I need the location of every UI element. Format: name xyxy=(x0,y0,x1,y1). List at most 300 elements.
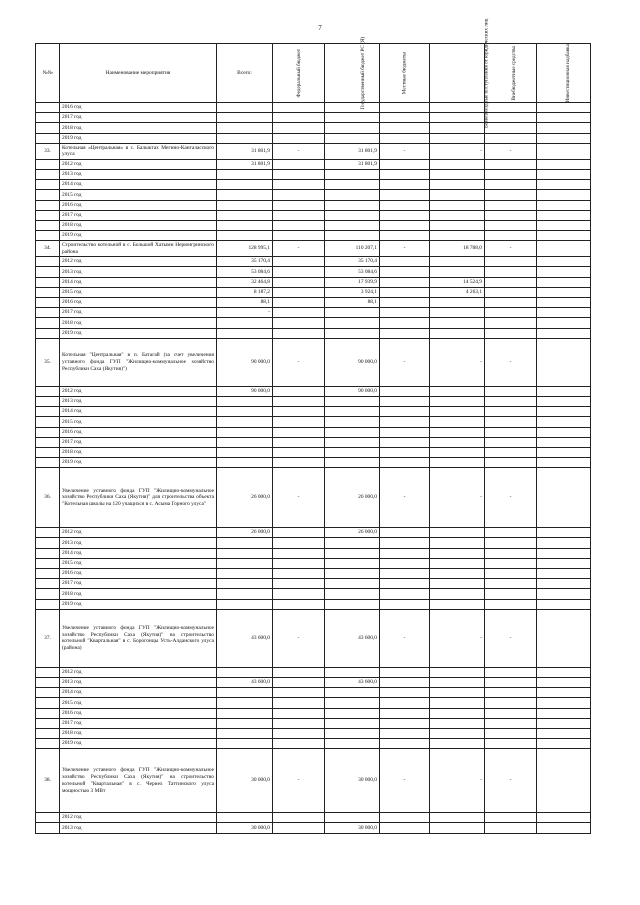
extra-value xyxy=(485,328,537,338)
state-value xyxy=(325,589,380,599)
total-value xyxy=(217,813,273,823)
legal-value xyxy=(430,169,485,179)
item-total: 26 000,0 xyxy=(217,468,273,528)
legal-value xyxy=(430,458,485,468)
invest-value xyxy=(537,437,591,447)
item-state: 31 801,9 xyxy=(325,143,380,159)
invest-value xyxy=(537,813,591,823)
table-row xyxy=(36,123,591,133)
item-row xyxy=(36,609,591,667)
total-value: 35 170,4 xyxy=(217,257,273,267)
local-value xyxy=(380,407,430,417)
invest-value xyxy=(537,277,591,287)
row-num-empty xyxy=(36,169,60,179)
year-label: 2014 год xyxy=(60,407,217,417)
page-number: 7 xyxy=(318,24,322,32)
total-value xyxy=(217,113,273,123)
extra-value xyxy=(485,169,537,179)
table-row xyxy=(36,133,591,143)
state-value: 43 600,0 xyxy=(325,677,380,687)
header-invest: Инвестиционная надбавка xyxy=(537,44,591,103)
extra-value xyxy=(485,123,537,133)
row-num-empty xyxy=(36,599,60,609)
state-value xyxy=(325,190,380,200)
item-local: - xyxy=(380,609,430,667)
row-num-empty xyxy=(36,528,60,538)
extra-value xyxy=(485,220,537,230)
local-value xyxy=(380,708,430,718)
item-federal: - xyxy=(273,749,325,813)
invest-value xyxy=(537,688,591,698)
year-label: 2016 год xyxy=(60,708,217,718)
local-value xyxy=(380,277,430,287)
local-value xyxy=(380,298,430,308)
item-number: 35. xyxy=(36,338,60,386)
item-number: 33. xyxy=(36,143,60,159)
table-row xyxy=(36,677,591,687)
invest-value xyxy=(537,667,591,677)
local-value xyxy=(380,200,430,210)
legal-value xyxy=(430,688,485,698)
year-label: 2017 год xyxy=(60,437,217,447)
row-num-empty xyxy=(36,277,60,287)
federal-value xyxy=(273,308,325,318)
item-federal: - xyxy=(273,143,325,159)
item-state: 26 000,0 xyxy=(325,468,380,528)
table-row xyxy=(36,308,591,318)
extra-value xyxy=(485,718,537,728)
local-value xyxy=(380,728,430,738)
local-value xyxy=(380,458,430,468)
local-value xyxy=(380,123,430,133)
state-value xyxy=(325,231,380,241)
item-local: - xyxy=(380,143,430,159)
local-value xyxy=(380,308,430,318)
row-num-empty xyxy=(36,813,60,823)
state-value: 53 084,6 xyxy=(325,267,380,277)
year-label: 2017 год xyxy=(60,210,217,220)
state-value xyxy=(325,396,380,406)
extra-value xyxy=(485,386,537,396)
year-label: 2018 год xyxy=(60,123,217,133)
year-label: 2012 год xyxy=(60,159,217,169)
table-row xyxy=(36,823,591,833)
invest-value xyxy=(537,210,591,220)
invest-value xyxy=(537,447,591,457)
federal-value xyxy=(273,287,325,297)
table-row xyxy=(36,396,591,406)
legal-value xyxy=(430,159,485,169)
invest-value xyxy=(537,267,591,277)
extra-value xyxy=(485,688,537,698)
table-row xyxy=(36,558,591,568)
federal-value xyxy=(273,103,325,113)
year-label: 2012 год xyxy=(60,667,217,677)
header-name: Наименование мероприятия xyxy=(60,44,217,103)
year-label: 2018 год xyxy=(60,447,217,457)
row-num-empty xyxy=(36,396,60,406)
item-invest xyxy=(537,749,591,813)
item-state: 43 600,0 xyxy=(325,609,380,667)
legal-value: 4 263,1 xyxy=(430,287,485,297)
item-number: 36. xyxy=(36,468,60,528)
table-row xyxy=(36,267,591,277)
year-label: 2017 год xyxy=(60,718,217,728)
row-num-empty xyxy=(36,318,60,328)
total-value: - xyxy=(217,308,273,318)
row-num-empty xyxy=(36,677,60,687)
extra-value xyxy=(485,308,537,318)
federal-value xyxy=(273,708,325,718)
table-row xyxy=(36,579,591,589)
total-value xyxy=(217,558,273,568)
row-num-empty xyxy=(36,200,60,210)
table-row xyxy=(36,169,591,179)
row-num-empty xyxy=(36,447,60,457)
local-value xyxy=(380,190,430,200)
table-row xyxy=(36,386,591,396)
table-row xyxy=(36,569,591,579)
item-total: 43 600,0 xyxy=(217,609,273,667)
legal-value xyxy=(430,298,485,308)
invest-value xyxy=(537,538,591,548)
table-row xyxy=(36,257,591,267)
state-value xyxy=(325,169,380,179)
federal-value xyxy=(273,210,325,220)
item-extra: - xyxy=(485,609,537,667)
legal-value xyxy=(430,113,485,123)
row-num-empty xyxy=(36,220,60,230)
total-value xyxy=(217,579,273,589)
local-value xyxy=(380,133,430,143)
federal-value xyxy=(273,113,325,123)
table-row xyxy=(36,298,591,308)
local-value xyxy=(380,220,430,230)
table-row xyxy=(36,190,591,200)
federal-value xyxy=(273,386,325,396)
federal-value xyxy=(273,200,325,210)
legal-value xyxy=(430,538,485,548)
total-value xyxy=(217,417,273,427)
federal-value xyxy=(273,123,325,133)
extra-value xyxy=(485,667,537,677)
legal-value xyxy=(430,823,485,833)
item-invest xyxy=(537,338,591,386)
invest-value xyxy=(537,579,591,589)
federal-value xyxy=(273,220,325,230)
item-federal: - xyxy=(273,609,325,667)
item-invest xyxy=(537,143,591,159)
invest-value xyxy=(537,458,591,468)
invest-value xyxy=(537,417,591,427)
header-total: Всего: xyxy=(217,44,273,103)
local-value xyxy=(380,677,430,687)
invest-value xyxy=(537,103,591,113)
table-row xyxy=(36,728,591,738)
federal-value xyxy=(273,688,325,698)
total-value xyxy=(217,396,273,406)
legal-value xyxy=(430,308,485,318)
state-value xyxy=(325,200,380,210)
year-label: 2013 год xyxy=(60,396,217,406)
federal-value xyxy=(273,437,325,447)
invest-value xyxy=(537,708,591,718)
row-num-empty xyxy=(36,287,60,297)
state-value: 30 000,0 xyxy=(325,823,380,833)
federal-value xyxy=(273,813,325,823)
legal-value xyxy=(430,718,485,728)
total-value: 8 187,2 xyxy=(217,287,273,297)
state-value xyxy=(325,328,380,338)
state-value xyxy=(325,417,380,427)
legal-value xyxy=(430,548,485,558)
item-extra: - xyxy=(485,241,537,257)
local-value xyxy=(380,579,430,589)
state-value xyxy=(325,569,380,579)
row-num-empty xyxy=(36,328,60,338)
local-value xyxy=(380,427,430,437)
total-value xyxy=(217,133,273,143)
total-value xyxy=(217,318,273,328)
table-row xyxy=(36,718,591,728)
table-row xyxy=(36,159,591,169)
total-value: 43 600,0 xyxy=(217,677,273,687)
legal-value xyxy=(430,328,485,338)
total-value: 88,1 xyxy=(217,298,273,308)
extra-value xyxy=(485,569,537,579)
legal-value xyxy=(430,190,485,200)
extra-value xyxy=(485,677,537,687)
total-value xyxy=(217,739,273,749)
item-name: Котельная "Центральная" в п. Батагай (за счет увеличения уставного фонда ГУП "Жилищно-коммунальное хозяйство Республики Саха (Якутия)") xyxy=(60,338,217,386)
table-body xyxy=(36,103,591,834)
year-label: 2014 год xyxy=(60,548,217,558)
header-num: №№ xyxy=(36,44,60,103)
extra-value xyxy=(485,287,537,297)
year-label: 2013 год xyxy=(60,677,217,687)
legal-value xyxy=(430,417,485,427)
total-value xyxy=(217,688,273,698)
local-value xyxy=(380,231,430,241)
invest-value xyxy=(537,123,591,133)
table-row xyxy=(36,688,591,698)
total-value xyxy=(217,698,273,708)
state-value: 17 939,9 xyxy=(325,277,380,287)
year-label: 2019 год xyxy=(60,328,217,338)
total-value xyxy=(217,103,273,113)
extra-value xyxy=(485,200,537,210)
federal-value xyxy=(273,257,325,267)
total-value xyxy=(217,190,273,200)
item-total: 30 000,0 xyxy=(217,749,273,813)
local-value xyxy=(380,113,430,123)
item-name: Увеличение уставного фонда ГУП "Жилищно-коммунальное хозяйство Республики Саха (Якутия)" на строительство котельной "Квартальная" в с. Борогонцы Усть-Алданского улуса (района) xyxy=(60,609,217,667)
federal-value xyxy=(273,190,325,200)
legal-value xyxy=(430,210,485,220)
year-label: 2015 год xyxy=(60,558,217,568)
row-num-empty xyxy=(36,190,60,200)
federal-value xyxy=(273,427,325,437)
state-value: 3 924,1 xyxy=(325,287,380,297)
invest-value xyxy=(537,728,591,738)
extra-value xyxy=(485,103,537,113)
total-value xyxy=(217,231,273,241)
legal-value xyxy=(430,739,485,749)
invest-value xyxy=(537,558,591,568)
row-num-empty xyxy=(36,688,60,698)
year-label: 2014 год xyxy=(60,688,217,698)
extra-value xyxy=(485,599,537,609)
table-row xyxy=(36,180,591,190)
legal-value xyxy=(430,318,485,328)
total-value xyxy=(217,718,273,728)
extra-value xyxy=(485,579,537,589)
total-value xyxy=(217,569,273,579)
year-label: 2012 год xyxy=(60,257,217,267)
item-legal: - xyxy=(430,338,485,386)
extra-value xyxy=(485,113,537,123)
invest-value xyxy=(537,328,591,338)
state-value xyxy=(325,318,380,328)
header-federal: Федеральный бюджет xyxy=(273,44,325,103)
legal-value xyxy=(430,180,485,190)
year-label: 2019 год xyxy=(60,231,217,241)
local-value xyxy=(380,548,430,558)
year-label: 2019 год xyxy=(60,599,217,609)
year-label: 2019 год xyxy=(60,739,217,749)
federal-value xyxy=(273,231,325,241)
invest-value xyxy=(537,308,591,318)
invest-value xyxy=(537,113,591,123)
extra-value xyxy=(485,538,537,548)
federal-value xyxy=(273,180,325,190)
state-value xyxy=(325,103,380,113)
extra-value xyxy=(485,267,537,277)
row-num-empty xyxy=(36,386,60,396)
extra-value xyxy=(485,298,537,308)
total-value xyxy=(217,328,273,338)
year-label: 2014 год xyxy=(60,180,217,190)
extra-value xyxy=(485,159,537,169)
year-label: 2015 год xyxy=(60,698,217,708)
invest-value xyxy=(537,318,591,328)
local-value xyxy=(380,599,430,609)
state-value xyxy=(325,538,380,548)
year-label: 2012 год xyxy=(60,528,217,538)
local-value xyxy=(380,538,430,548)
year-label: 2016 год xyxy=(60,200,217,210)
item-row xyxy=(36,749,591,813)
extra-value xyxy=(485,708,537,718)
item-number: 37. xyxy=(36,609,60,667)
row-num-empty xyxy=(36,458,60,468)
item-invest xyxy=(537,241,591,257)
item-local: - xyxy=(380,749,430,813)
row-num-empty xyxy=(36,133,60,143)
year-label: 2015 год xyxy=(60,417,217,427)
local-value xyxy=(380,739,430,749)
legal-value xyxy=(430,427,485,437)
extra-value xyxy=(485,458,537,468)
item-total: 90 000,0 xyxy=(217,338,273,386)
extra-value xyxy=(485,257,537,267)
legal-value xyxy=(430,599,485,609)
legal-value xyxy=(430,589,485,599)
total-value xyxy=(217,599,273,609)
header-local: Местные бюджеты xyxy=(380,44,430,103)
table-row xyxy=(36,277,591,287)
legal-value xyxy=(430,396,485,406)
local-value xyxy=(380,823,430,833)
table-row xyxy=(36,287,591,297)
item-invest xyxy=(537,609,591,667)
total-value xyxy=(217,200,273,210)
extra-value xyxy=(485,589,537,599)
local-value xyxy=(380,103,430,113)
invest-value xyxy=(537,220,591,230)
local-value xyxy=(380,528,430,538)
local-value xyxy=(380,159,430,169)
extra-value xyxy=(485,739,537,749)
invest-value xyxy=(537,823,591,833)
year-label: 2017 год xyxy=(60,113,217,123)
item-total: 31 801,9 xyxy=(217,143,273,159)
federal-value xyxy=(273,718,325,728)
total-value xyxy=(217,589,273,599)
state-value: 88,1 xyxy=(325,298,380,308)
state-value xyxy=(325,813,380,823)
state-value xyxy=(325,447,380,457)
state-value xyxy=(325,599,380,609)
table-row xyxy=(36,220,591,230)
row-num-empty xyxy=(36,267,60,277)
legal-value: 14 524,9 xyxy=(430,277,485,287)
local-value xyxy=(380,287,430,297)
total-value xyxy=(217,708,273,718)
state-value xyxy=(325,579,380,589)
row-num-empty xyxy=(36,407,60,417)
federal-value xyxy=(273,169,325,179)
invest-value xyxy=(537,718,591,728)
local-value xyxy=(380,396,430,406)
state-value xyxy=(325,548,380,558)
extra-value xyxy=(485,813,537,823)
invest-value xyxy=(537,287,591,297)
extra-value xyxy=(485,437,537,447)
local-value xyxy=(380,267,430,277)
state-value xyxy=(325,558,380,568)
item-legal: - xyxy=(430,468,485,528)
table-row xyxy=(36,813,591,823)
table-row xyxy=(36,447,591,457)
row-num-empty xyxy=(36,739,60,749)
item-row xyxy=(36,338,591,386)
extra-value xyxy=(485,180,537,190)
item-name: Увеличение уставного фонда ГУП "Жилищно-коммунальное хозяйство Республики Саха (Якутия)" для строительства объекта "Котельная школы на 120 учащихся в с. Асыма Горного улуса" xyxy=(60,468,217,528)
item-extra: - xyxy=(485,143,537,159)
total-value xyxy=(217,447,273,457)
table-row xyxy=(36,417,591,427)
local-value xyxy=(380,328,430,338)
state-value xyxy=(325,718,380,728)
legal-value xyxy=(430,437,485,447)
table-row xyxy=(36,458,591,468)
legal-value xyxy=(430,267,485,277)
year-label: 2015 год xyxy=(60,190,217,200)
item-local: - xyxy=(380,468,430,528)
table-row xyxy=(36,599,591,609)
year-label: 2019 год xyxy=(60,133,217,143)
